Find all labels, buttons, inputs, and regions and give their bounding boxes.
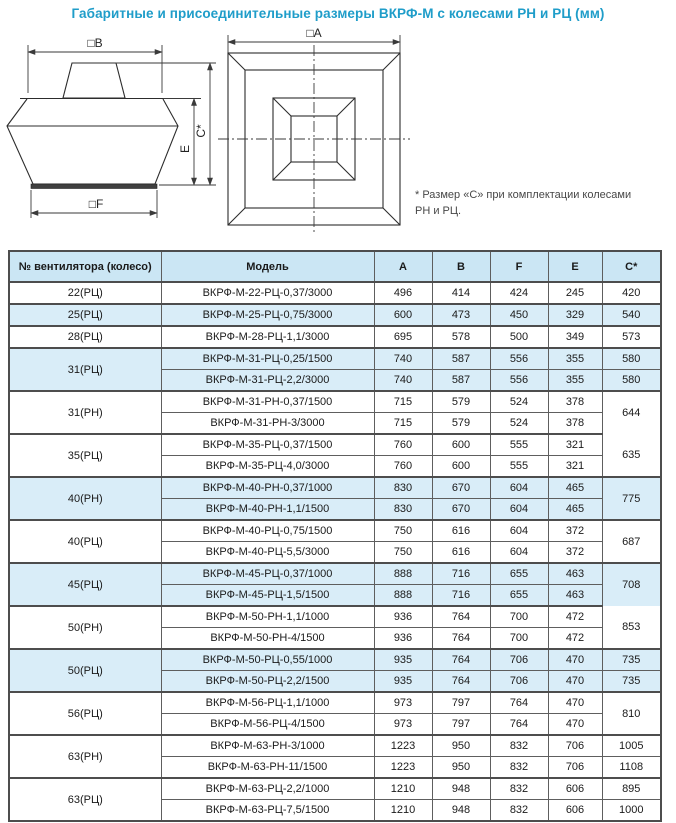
- base-plate: [31, 184, 157, 189]
- top-view-diagram: [218, 26, 410, 233]
- footnote-line-1: * Размер «С» при комплектации колесами: [415, 189, 632, 201]
- table-row: [9, 778, 661, 800]
- model-cell: ВКРФ-М-40-РЦ-5,5/3000: [161, 542, 374, 564]
- dimensions-table: [8, 250, 662, 822]
- dim-f-cell: 604: [490, 520, 548, 542]
- dim-b-cell: 764: [432, 649, 490, 671]
- table-row: [9, 735, 661, 757]
- dim-a-cell: 715: [374, 413, 432, 435]
- dim-e-cell: 470: [548, 649, 602, 671]
- dim-c-cell: 895: [602, 778, 661, 800]
- model-cell: ВКРФ-М-40-РН-0,37/1000: [161, 477, 374, 499]
- column-header-model: Модель: [161, 251, 374, 282]
- dim-label-c: C*: [194, 124, 208, 138]
- model-cell: ВКРФ-М-50-РЦ-2,2/1500: [161, 671, 374, 693]
- dim-label-f: □F: [88, 197, 104, 211]
- dim-e-cell: 245: [548, 282, 602, 304]
- dim-c-cell: 687: [602, 520, 661, 563]
- dim-b-cell: 764: [432, 606, 490, 628]
- dim-a-cell: 936: [374, 628, 432, 650]
- dim-b-cell: 579: [432, 391, 490, 413]
- dim-a-cell: 760: [374, 456, 432, 478]
- column-header-dim-f: F: [490, 251, 548, 282]
- dim-e-cell: 470: [548, 692, 602, 714]
- table-row: [9, 606, 661, 628]
- dim-a-cell: 760: [374, 434, 432, 456]
- fan-number-cell: 28(РЦ): [9, 326, 161, 348]
- dim-f-cell: 655: [490, 563, 548, 585]
- footnote-line-2: РН и РЦ.: [415, 205, 462, 217]
- model-cell: ВКРФ-М-40-РЦ-0,75/1500: [161, 520, 374, 542]
- fan-number-cell: 50(РН): [9, 606, 161, 649]
- dim-f-cell: 700: [490, 628, 548, 650]
- dim-a-cell: 740: [374, 348, 432, 370]
- page-title: Габаритные и присоединительные размеры ВКРФ-М с колесами РН и РЦ (мм): [71, 6, 605, 21]
- dim-a-cell: 1210: [374, 778, 432, 800]
- dim-f-cell: 706: [490, 671, 548, 693]
- dim-e-cell: 465: [548, 477, 602, 499]
- header-row: [9, 251, 661, 282]
- model-cell: ВКРФ-М-40-РН-1,1/1500: [161, 499, 374, 521]
- dim-e-cell: 372: [548, 520, 602, 542]
- dim-c-cell: 853: [602, 606, 661, 649]
- dim-c-cell: 1005: [602, 735, 661, 757]
- dim-e-cell: 472: [548, 606, 602, 628]
- dim-b-cell: 950: [432, 735, 490, 757]
- dim-b-cell: 950: [432, 757, 490, 779]
- table-row: [9, 563, 661, 585]
- table-row: [9, 326, 661, 348]
- dim-c-cell: 420: [602, 282, 661, 304]
- table-header: [9, 251, 661, 282]
- dim-c-cell: 580: [602, 348, 661, 370]
- dim-b-cell: 414: [432, 282, 490, 304]
- model-cell: ВКРФ-М-22-РЦ-0,37/3000: [161, 282, 374, 304]
- dim-e-cell: 372: [548, 542, 602, 564]
- dim-b-cell: 716: [432, 563, 490, 585]
- dim-f-cell: 832: [490, 757, 548, 779]
- dim-c-cell: 708: [602, 563, 661, 606]
- dim-e-cell: 378: [548, 391, 602, 413]
- dim-c-cell: 735: [602, 649, 661, 671]
- dim-e-cell: 472: [548, 628, 602, 650]
- dim-e-cell: 329: [548, 304, 602, 326]
- model-cell: ВКРФ-М-50-РН-1,1/1000: [161, 606, 374, 628]
- dim-e-cell: 463: [548, 563, 602, 585]
- table-row: [9, 282, 661, 304]
- model-cell: ВКРФ-М-63-РН-11/1500: [161, 757, 374, 779]
- dim-c-cell: 644: [602, 391, 661, 434]
- dim-b-cell: 473: [432, 304, 490, 326]
- dim-a-cell: 1210: [374, 800, 432, 822]
- dim-f-cell: 604: [490, 499, 548, 521]
- dim-e-cell: 349: [548, 326, 602, 348]
- dim-c-cell: 735: [602, 671, 661, 693]
- dim-a-cell: 1223: [374, 757, 432, 779]
- dim-a-cell: 740: [374, 370, 432, 392]
- dim-f-cell: 556: [490, 370, 548, 392]
- dim-b-cell: 716: [432, 585, 490, 607]
- dim-f-cell: 500: [490, 326, 548, 348]
- dim-f-cell: 524: [490, 413, 548, 435]
- dim-a-cell: 750: [374, 542, 432, 564]
- model-cell: ВКРФ-М-28-РЦ-1,1/3000: [161, 326, 374, 348]
- dim-e-cell: 706: [548, 757, 602, 779]
- dim-e-cell: 465: [548, 499, 602, 521]
- dim-e-cell: 470: [548, 671, 602, 693]
- column-header-dim-e: E: [548, 251, 602, 282]
- table-row: [9, 692, 661, 714]
- dim-f-cell: 556: [490, 348, 548, 370]
- model-cell: ВКРФ-М-25-РЦ-0,75/3000: [161, 304, 374, 326]
- column-header-dim-a: A: [374, 251, 432, 282]
- dim-c-cell: 1000: [602, 800, 661, 822]
- dim-a-cell: 935: [374, 671, 432, 693]
- dim-b-cell: 797: [432, 692, 490, 714]
- dim-f-cell: 655: [490, 585, 548, 607]
- dim-f-cell: 555: [490, 456, 548, 478]
- fan-number-cell: 40(РЦ): [9, 520, 161, 563]
- dim-a-cell: 695: [374, 326, 432, 348]
- dim-b-cell: 948: [432, 800, 490, 822]
- dim-b-cell: 797: [432, 714, 490, 736]
- model-cell: ВКРФ-М-63-РН-3/1000: [161, 735, 374, 757]
- dim-b-cell: 600: [432, 434, 490, 456]
- table-row: [9, 520, 661, 542]
- diagrams: [0, 21, 676, 246]
- dim-label-e: E: [178, 144, 192, 154]
- dim-f-cell: 764: [490, 692, 548, 714]
- model-cell: ВКРФ-М-31-РЦ-0,25/1500: [161, 348, 374, 370]
- model-cell: ВКРФ-М-63-РЦ-7,5/1500: [161, 800, 374, 822]
- dim-b-cell: 764: [432, 628, 490, 650]
- dim-b-cell: 670: [432, 477, 490, 499]
- fan-number-cell: 45(РЦ): [9, 563, 161, 606]
- dim-label-b: □B: [87, 36, 103, 50]
- dim-c-cell: 1108: [602, 757, 661, 779]
- dim-c-cell: 573: [602, 326, 661, 348]
- dim-a-cell: 973: [374, 692, 432, 714]
- dim-f-cell: 524: [490, 391, 548, 413]
- column-header-dim-b: B: [432, 251, 490, 282]
- dim-f-cell: 555: [490, 434, 548, 456]
- dim-b-cell: 616: [432, 542, 490, 564]
- dim-f-cell: 604: [490, 542, 548, 564]
- fan-number-cell: 63(РН): [9, 735, 161, 778]
- dim-b-cell: 764: [432, 671, 490, 693]
- dim-e-cell: 470: [548, 714, 602, 736]
- dim-e-cell: 706: [548, 735, 602, 757]
- dim-f-cell: 832: [490, 778, 548, 800]
- column-header-dim-c: C*: [602, 251, 661, 282]
- model-cell: ВКРФ-М-31-РН-0,37/1500: [161, 391, 374, 413]
- dim-b-cell: 587: [432, 348, 490, 370]
- model-cell: ВКРФ-М-56-РЦ-4/1500: [161, 714, 374, 736]
- table-row: [9, 434, 661, 456]
- dim-f-cell: 832: [490, 735, 548, 757]
- fan-number-cell: 25(РЦ): [9, 304, 161, 326]
- dim-e-cell: 463: [548, 585, 602, 607]
- dim-e-cell: 321: [548, 434, 602, 456]
- dim-a-cell: 750: [374, 520, 432, 542]
- dim-f-cell: 450: [490, 304, 548, 326]
- dim-c-cell: 540: [602, 304, 661, 326]
- dim-f-cell: 764: [490, 714, 548, 736]
- dim-b-cell: 948: [432, 778, 490, 800]
- dim-a-cell: 935: [374, 649, 432, 671]
- fan-number-cell: 31(РН): [9, 391, 161, 434]
- table-row: [9, 649, 661, 671]
- dim-e-cell: 355: [548, 348, 602, 370]
- table-row: [9, 348, 661, 370]
- dim-e-cell: 606: [548, 800, 602, 822]
- dim-f-cell: 832: [490, 800, 548, 822]
- dim-f-cell: 706: [490, 649, 548, 671]
- fan-number-cell: 50(РЦ): [9, 649, 161, 692]
- fan-number-cell: 35(РЦ): [9, 434, 161, 477]
- fan-number-cell: 22(РЦ): [9, 282, 161, 304]
- dim-c-cell: 635: [602, 434, 661, 477]
- dim-a-cell: 973: [374, 714, 432, 736]
- model-cell: ВКРФ-М-50-РН-4/1500: [161, 628, 374, 650]
- dim-e-cell: 321: [548, 456, 602, 478]
- fan-number-cell: 40(РН): [9, 477, 161, 520]
- model-cell: ВКРФ-М-35-РЦ-4,0/3000: [161, 456, 374, 478]
- dim-f-cell: 424: [490, 282, 548, 304]
- model-cell: ВКРФ-М-56-РЦ-1,1/1000: [161, 692, 374, 714]
- dim-b-cell: 616: [432, 520, 490, 542]
- dim-b-cell: 670: [432, 499, 490, 521]
- dim-a-cell: 715: [374, 391, 432, 413]
- dim-e-cell: 355: [548, 370, 602, 392]
- model-cell: ВКРФ-М-63-РЦ-2,2/1000: [161, 778, 374, 800]
- dim-c-cell: 580: [602, 370, 661, 392]
- model-cell: ВКРФ-М-45-РЦ-1,5/1500: [161, 585, 374, 607]
- dim-a-cell: 496: [374, 282, 432, 304]
- dim-a-cell: 830: [374, 499, 432, 521]
- dim-f-cell: 604: [490, 477, 548, 499]
- dim-a-cell: 830: [374, 477, 432, 499]
- model-cell: ВКРФ-М-31-РН-3/3000: [161, 413, 374, 435]
- model-cell: ВКРФ-М-31-РЦ-2,2/3000: [161, 370, 374, 392]
- dim-a-cell: 936: [374, 606, 432, 628]
- dim-b-cell: 600: [432, 456, 490, 478]
- dim-a-cell: 888: [374, 563, 432, 585]
- fan-number-cell: 63(РЦ): [9, 778, 161, 821]
- model-cell: ВКРФ-М-35-РЦ-0,37/1500: [161, 434, 374, 456]
- side-view-diagram: [7, 36, 216, 218]
- dim-c-cell: 775: [602, 477, 661, 520]
- dim-label-a: □A: [306, 26, 322, 40]
- dim-e-cell: 378: [548, 413, 602, 435]
- dim-a-cell: 600: [374, 304, 432, 326]
- table-row: [9, 477, 661, 499]
- column-header-fan-number: № вентилятора (колесо): [9, 251, 161, 282]
- dim-c-cell: 810: [602, 692, 661, 735]
- dim-b-cell: 587: [432, 370, 490, 392]
- table-row: [9, 304, 661, 326]
- dim-e-cell: 606: [548, 778, 602, 800]
- dim-f-cell: 700: [490, 606, 548, 628]
- footnote: [415, 187, 645, 219]
- fan-number-cell: 31(РЦ): [9, 348, 161, 391]
- dim-b-cell: 579: [432, 413, 490, 435]
- model-cell: ВКРФ-М-45-РЦ-0,37/1000: [161, 563, 374, 585]
- table-row: [9, 391, 661, 413]
- fan-number-cell: 56(РЦ): [9, 692, 161, 735]
- dim-b-cell: 578: [432, 326, 490, 348]
- dim-a-cell: 888: [374, 585, 432, 607]
- dim-a-cell: 1223: [374, 735, 432, 757]
- model-cell: ВКРФ-М-50-РЦ-0,55/1000: [161, 649, 374, 671]
